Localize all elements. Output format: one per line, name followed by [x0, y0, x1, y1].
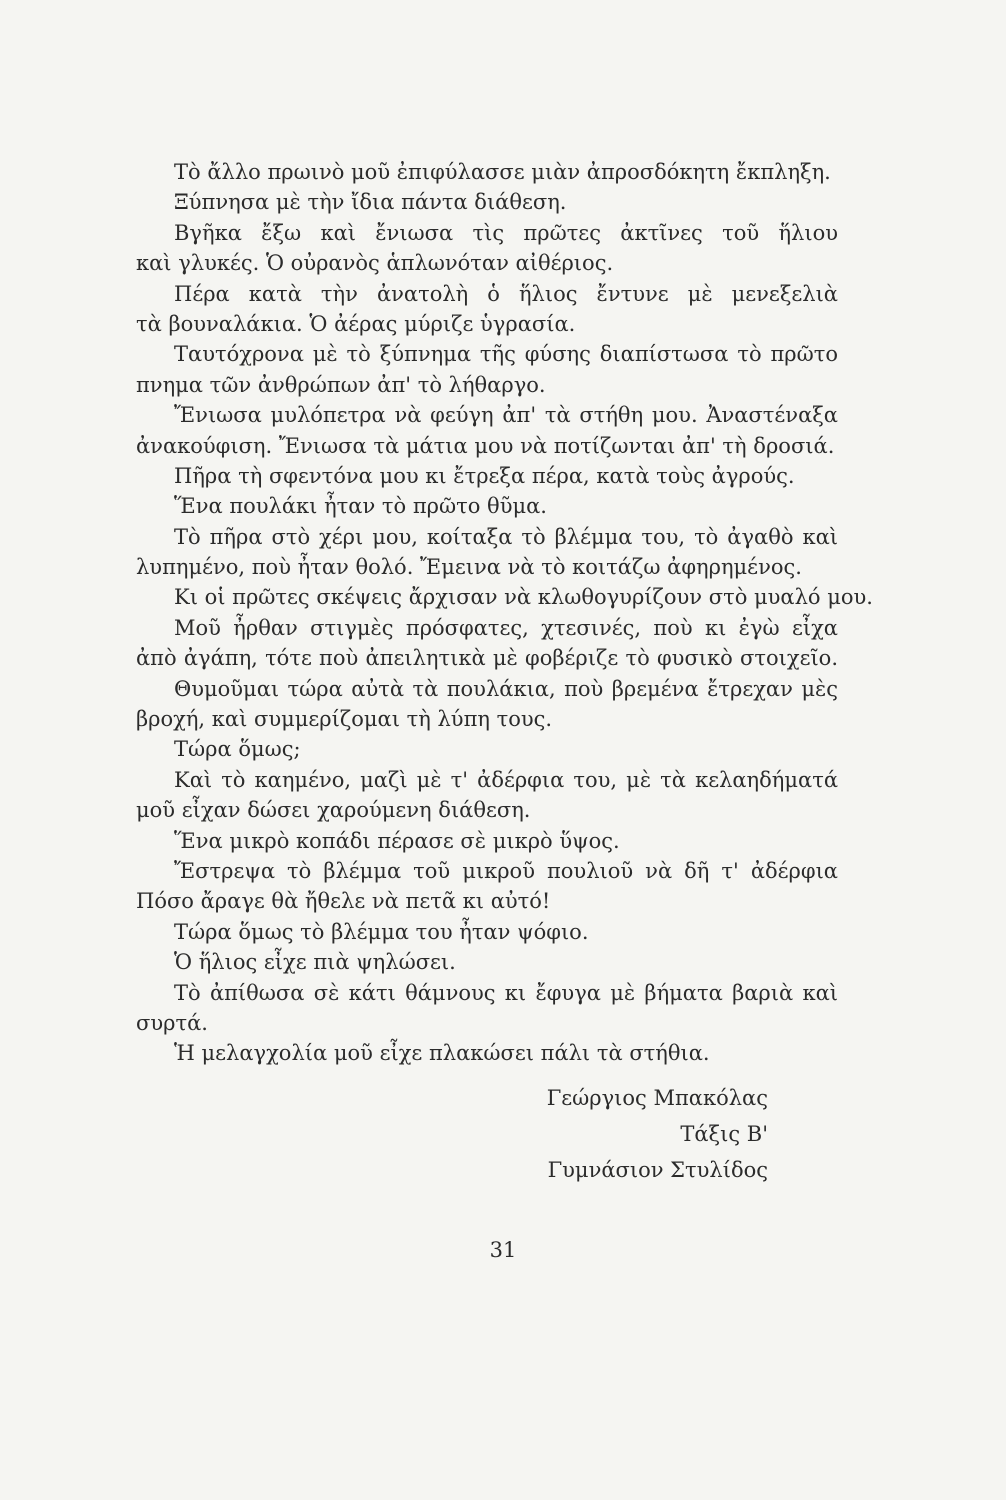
- text-line: Τὸ ἄλλο πρωινὸ μοῦ ἐπιφύλασσε μιὰν ἀπροσδόκητη ἔκπληξη.: [174, 160, 831, 184]
- text-line: βροχή, καὶ συμμερίζομαι τὴ λύπη τους.: [136, 707, 553, 732]
- text-line: Ταυτόχρονα μὲ τὸ ξύπνημα τῆς φύσης διαπίστωσα τὸ πρῶτο: [174, 342, 838, 367]
- text-line: μοῦ εἶχαν δώσει χαρούμενη διάθεση.: [136, 798, 531, 823]
- author-school: Γυμνάσιον Στυλίδος: [547, 1158, 768, 1182]
- text-line: Βγῆκα ἔξω καὶ ἔνιωσα τὶς πρῶτες ἀκτῖνες τοῦ ἥλιου: [174, 220, 838, 245]
- text-line: Πῆρα τὴ σφεντόνα μου κι ἔτρεξα πέρα, κατὰ τοὺς ἀγρούς.: [174, 463, 795, 488]
- text-line: ἀνακούφιση. Ἔνιωσα τὰ μάτια μου νὰ ποτίζωνται ἀπ' τὴ δροσιά.: [136, 433, 835, 458]
- text-line: Ἕνα μικρὸ κοπάδι πέρασε σὲ μικρὸ ὕψος.: [174, 828, 620, 853]
- text-line: Ξύπνησα μὲ τὴν ἴδια πάντα διάθεση.: [174, 190, 567, 215]
- text-line: Κι οἱ πρῶτες σκέψεις ἄρχισαν νὰ κλωθογυρίζουν στὸ μυαλό μου.: [174, 585, 873, 610]
- page-number: 31: [489, 1238, 517, 1262]
- text-line: Τὸ ἀπίθωσα σὲ κάτι θάμνους κι ἔφυγα μὲ βήματα βαριὰ καὶ: [174, 980, 838, 1005]
- text-line: Ἡ μελαγχολία μοῦ εἶχε πλακώσει πάλι τὰ στήθια.: [174, 1041, 710, 1066]
- author-class: Τάξις Β': [680, 1122, 768, 1146]
- text-line: Ἔστρεψα τὸ βλέμμα τοῦ μικροῦ πουλιοῦ νὰ δῆ τ' ἀδέρφια: [174, 858, 838, 883]
- text-line: καὶ γλυκές. Ὁ οὐρανὸς ἁπλωνόταν αἰθέριος.: [136, 251, 614, 276]
- text-line: Ὁ ἥλιος εἶχε πιὰ ψηλώσει.: [174, 950, 456, 975]
- text-line: Πόσο ἄραγε θὰ ἤθελε νὰ πετᾶ κι αὐτό!: [136, 889, 551, 914]
- text-line: ἀπὸ ἀγάπη, τότε ποὺ ἀπειλητικὰ μὲ φοβέριζε τὸ φυσικὸ στοιχεῖο.: [136, 646, 838, 671]
- text-line: Θυμοῦμαι τώρα αὐτὰ τὰ πουλάκια, ποὺ βρεμένα ἔτρεχαν μὲς: [174, 676, 838, 701]
- text-line: πνημα τῶν ἀνθρώπων ἀπ' τὸ λήθαργο.: [136, 372, 546, 397]
- text-line: Τώρα ὅμως τὸ βλέμμα του ἦταν ψόφιο.: [174, 919, 589, 944]
- story-text: [136, 157, 873, 1069]
- text-line: λυπημένο, ποὺ ἦταν θολό. Ἔμεινα νὰ τὸ κοιτάζω ἀφηρημένος.: [136, 555, 802, 580]
- text-line: τὰ βουναλάκια. Ὁ ἀέρας μύριζε ὑγρασία.: [136, 311, 576, 336]
- text-line: Μοῦ ἦρθαν στιγμὲς πρόσφατες, χτεσινές, ποὺ κι ἐγὼ εἶχα: [174, 615, 838, 640]
- text-line: Ἔνιωσα μυλόπετρα νὰ φεύγη ἀπ' τὰ στήθη μου. Ἀναστέναξα: [174, 403, 838, 428]
- text-line: Πέρα κατὰ τὴν ἀνατολὴ ὁ ἥλιος ἔντυνε μὲ μενεξελιὰ: [174, 281, 838, 306]
- text-line: συρτά.: [136, 1010, 208, 1035]
- text-line: Καὶ τὸ καημένο, μαζὶ μὲ τ' ἀδέρφια του, μὲ τὰ κελαηδήματά: [174, 767, 838, 792]
- text-line: Τὸ πῆρα στὸ χέρι μου, κοίταξα τὸ βλέμμα του, τὸ ἀγαθὸ καὶ: [174, 524, 838, 549]
- author-name: Γεώργιος Μπακόλας: [546, 1086, 768, 1110]
- text-line: Ἕνα πουλάκι ἦταν τὸ πρῶτο θῦμα.: [174, 494, 547, 519]
- author-signature: [547, 1080, 768, 1188]
- text-line: Τώρα ὅμως;: [174, 737, 301, 762]
